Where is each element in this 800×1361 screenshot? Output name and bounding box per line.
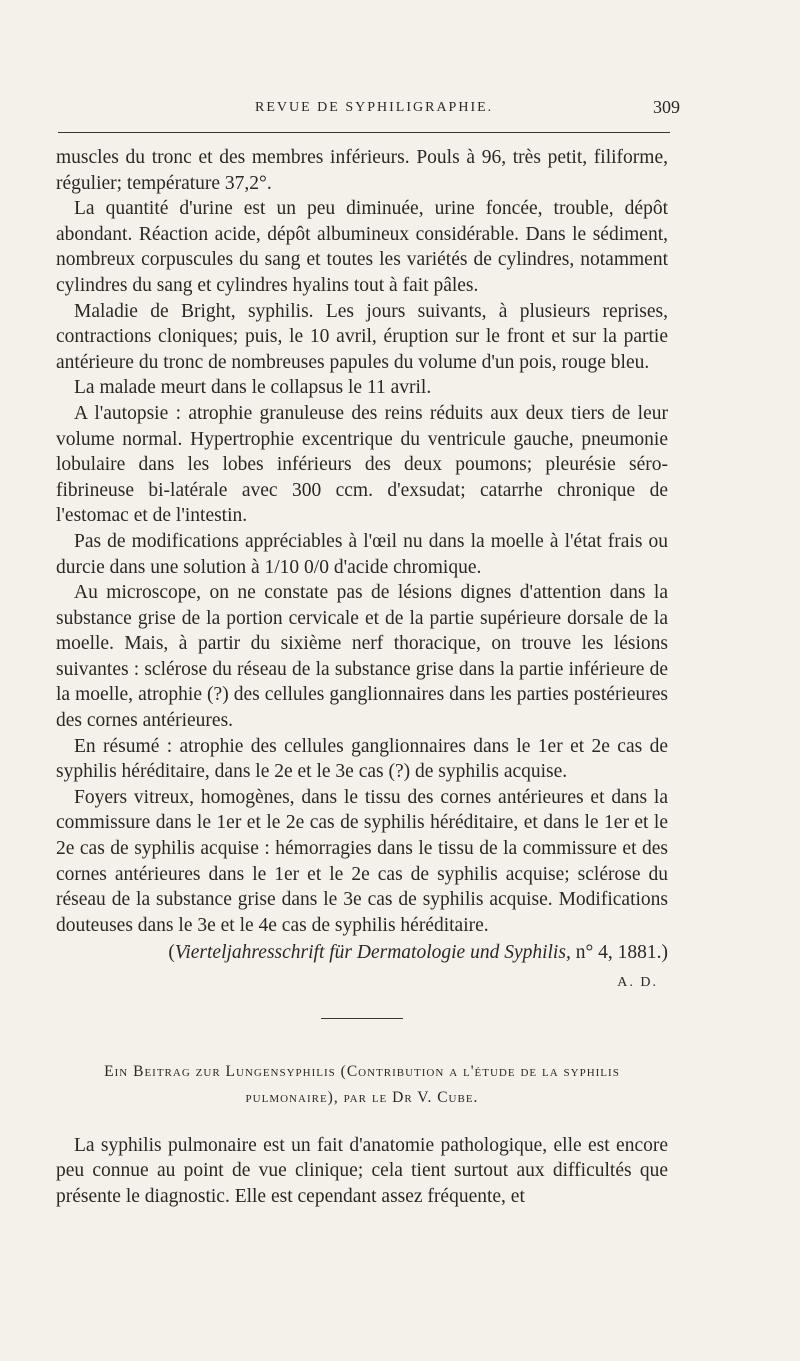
article-title: Ein Beitrag zur Lungensyphilis (Contribution a l'étude de la syphilis pulmonaire), par le Dr V. Cube.	[104, 1062, 620, 1106]
paragraph: La syphilis pulmonaire est un fait d'anatomie pathologique, elle est encore peu connue au point de vue clinique; cela tient surtout aux difficultés que présente le diagnostic. Elle est cependant assez fréquente, et	[56, 1134, 668, 1207]
paragraph: La malade meurt dans le collapsus le 11 avril.	[74, 377, 432, 399]
paragraph: Pas de modifications appréciables à l'œil nu dans la moelle à l'état frais ou durcie dans une solution à 1/10 0/0 d'acide chromique.	[56, 530, 668, 578]
paragraph: La quantité d'urine est un peu diminuée, urine foncée, trouble, dépôt abondant. Réaction acide, dépôt albumineux considérable. Dans le sédiment, nombreux corpuscules du sang et toutes les variétés de cylindres, notamment cylindres du sang et cylindres hyalins tout à fait pâles.	[56, 198, 668, 296]
body-text	[56, 145, 668, 1209]
paragraph: Au microscope, on ne constate pas de lésions dignes d'attention dans la substance grise de la portion cervicale et de la partie supérieure dorsale de la moelle. Mais, à partir du sixième nerf thoracique, on trouve les lésions suivantes : sclérose du réseau de la substance grise dans la partie inférieure de la moelle, atrophie (?) des cellules ganglionnaires dans les parties postérieures des cornes antérieures.	[56, 582, 668, 732]
running-title: REVUE DE SYPHILIGRAPHIE.	[255, 100, 494, 115]
citation-issue: n° 4, 1881.)	[570, 942, 668, 964]
paragraph: A l'autopsie : atrophie granuleuse des reins réduits aux deux tiers de leur volume normal. Hypertrophie excentrique du ventricule gauche, pneumonie lobulaire dans les lobes inférieurs des deux poumons; pleurésie séro-fibrineuse bi-latérale avec 300 ccm. d'exsudat; catarrhe chronique de l'estomac et de l'intestin.	[56, 402, 668, 527]
page-number: 309	[653, 97, 680, 117]
signature: A. D.	[617, 975, 658, 990]
paragraph: Foyers vitreux, homogènes, dans le tissu des cornes antérieures et dans la commissure dans le 1er et le 2e cas de syphilis héréditaire, et dans le 1er et le 2e cas de syphilis acquise : hémorragies dans le tissu de la commissure et des cornes antérieures dans le 1er et le 2e cas de syphilis acquise; sclérose du réseau de la substance grise dans le 3e cas de syphilis acquise. Modifications douteuses dans le 3e et le 4e cas de syphilis héréditaire.	[56, 786, 668, 936]
paragraph: muscles du tronc et des membres inférieurs. Pouls à 96, très petit, filiforme, régulier; température 37,2°.	[56, 147, 668, 194]
citation	[56, 940, 668, 966]
citation-open: (	[168, 942, 175, 964]
citation-journal: Vierteljahresschrift für Dermatologie und Syphilis,	[174, 942, 571, 964]
paragraph: Maladie de Bright, syphilis. Les jours suivants, à plusieurs reprises, contractions cloniques; puis, le 10 avril, éruption sur le front et sur la partie antérieure du tronc de nombreuses papules du volume d'un pois, rouge bleu.	[56, 300, 668, 373]
section-divider	[321, 1018, 403, 1019]
paragraph: En résumé : atrophie des cellules ganglionnaires dans le 1er et 2e cas de syphilis héréditaire, dans le 2e et le 3e cas (?) de syphilis acquise.	[56, 735, 668, 783]
header-rule	[58, 132, 670, 133]
